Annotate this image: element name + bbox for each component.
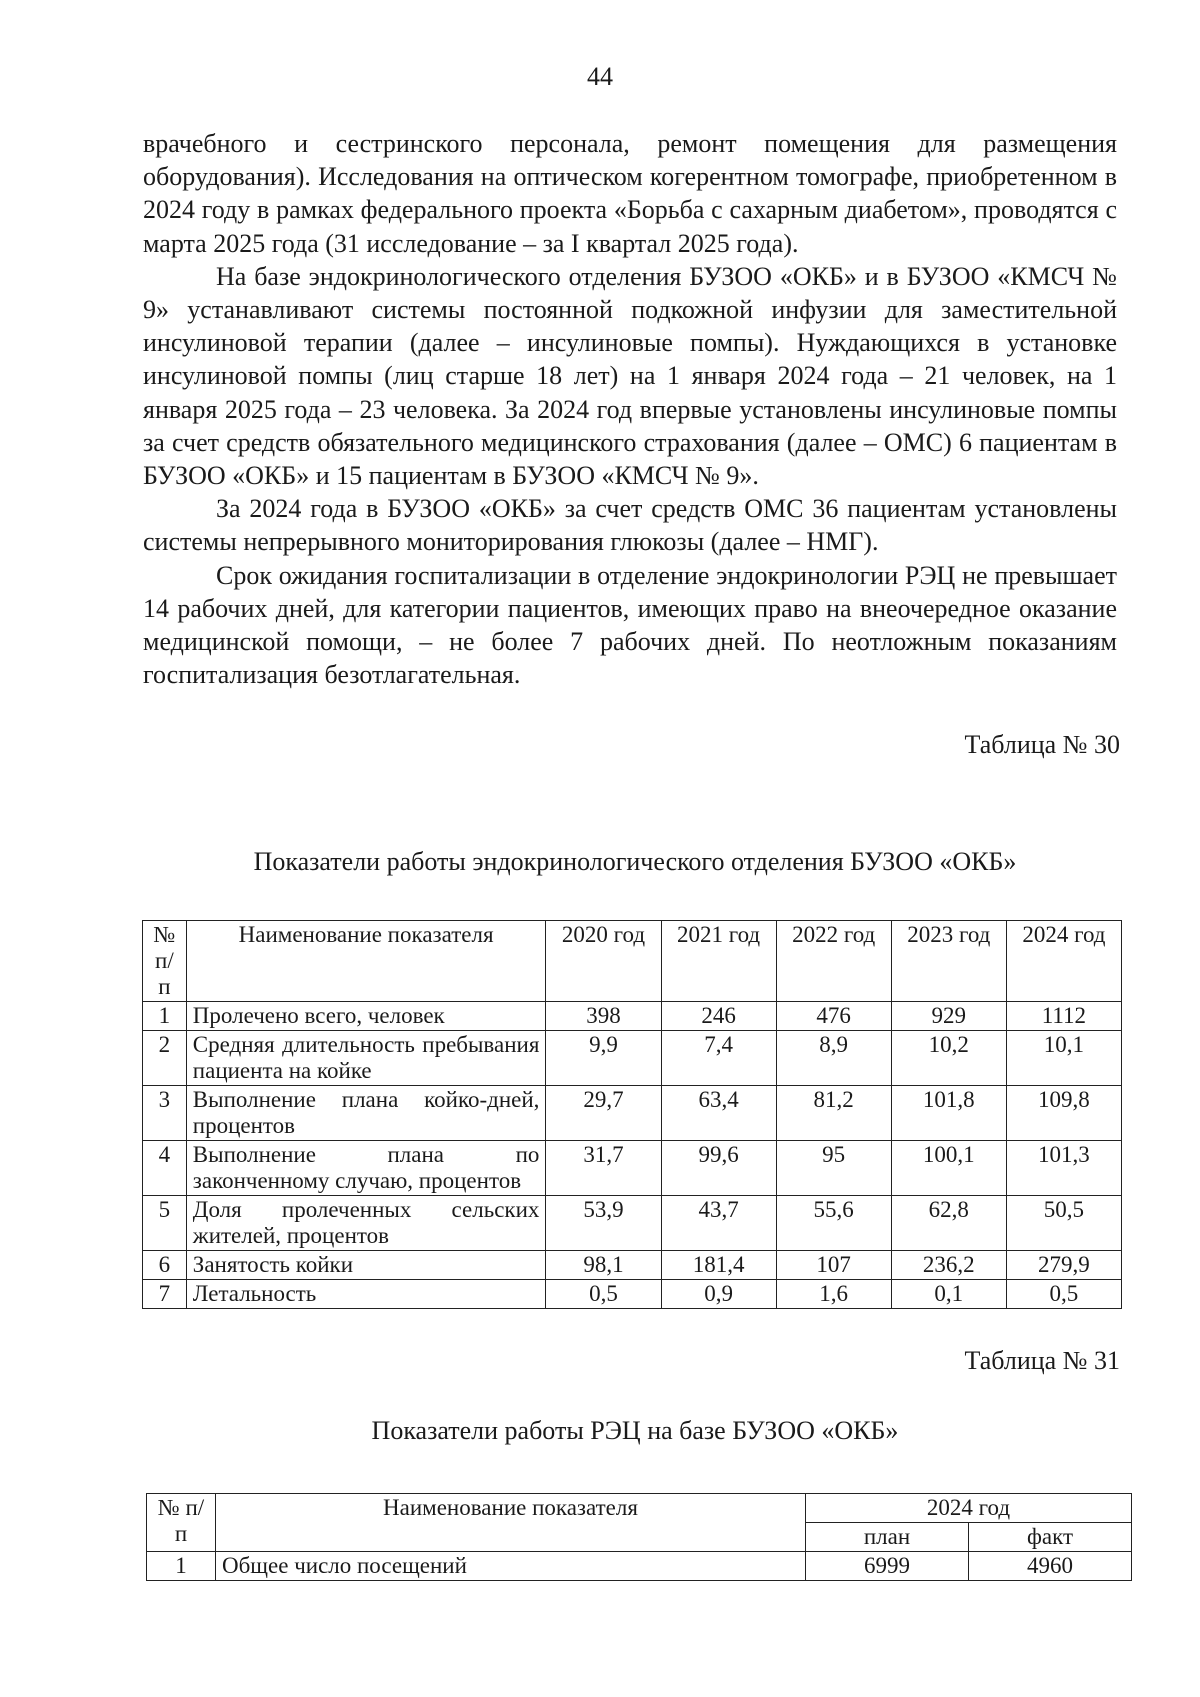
row-value: 50,5 — [1006, 1196, 1121, 1251]
row-num: 1 — [147, 1552, 216, 1581]
row-name: Выполнение плана койко-дней, процентов — [186, 1086, 546, 1141]
row-value: 476 — [776, 1002, 891, 1031]
paragraph-3: За 2024 года в БУЗОО «ОКБ» за счет средств ОМС 36 пациентам установлены системы непрерывного мониторирования глюкозы (далее – НМГ). — [143, 494, 1117, 557]
row-value: 81,2 — [776, 1086, 891, 1141]
paragraph-2: На базе эндокринологического отделения БУЗОО «ОКБ» и в БУЗОО «КМСЧ № 9» устанавливают системы постоянной подкожной инфузии для заместительной инсулиновой терапии (далее – инсулиновые помпы). Нуждающихся в установке инсулиновой помпы (лиц старше 18 лет) на 1 января 2024 года – 21 человек, на 1 января 2025 года – 23 человека. За 2024 год впервые установлены инсулиновые помпы за счет средств обязательного медицинского страхования (далее – ОМС) 6 пациентам в БУЗОО «ОКБ» и 15 пациентам в БУЗОО «КМСЧ № 9». — [143, 261, 1117, 491]
row-num: 4 — [143, 1141, 187, 1196]
header-name: Наименование показателя — [216, 1494, 806, 1552]
row-value: 7,4 — [661, 1031, 776, 1086]
row-value: 929 — [891, 1002, 1006, 1031]
table-row — [143, 1280, 1122, 1309]
row-num: 2 — [143, 1031, 187, 1086]
paragraph-4: Срок ожидания госпитализации в отделение эндокринологии РЭЦ не превышает 14 рабочих дней, для категории пациентов, имеющих право на внеочередное оказание медицинской помощи, – не более 7 рабочих дней. По неотложным показаниям госпитализация безотлагательная. — [143, 560, 1117, 690]
row-value: 107 — [776, 1251, 891, 1280]
table-row — [143, 1196, 1122, 1251]
row-value: 101,3 — [1006, 1141, 1121, 1196]
table-row — [143, 1002, 1122, 1031]
row-value: 0,9 — [661, 1280, 776, 1309]
header-2021: 2021 год — [661, 921, 776, 1002]
row-value: 279,9 — [1006, 1251, 1121, 1280]
row-value: 62,8 — [891, 1196, 1006, 1251]
row-value: 10,2 — [891, 1031, 1006, 1086]
row-value: 109,8 — [1006, 1086, 1121, 1141]
row-value: 246 — [661, 1002, 776, 1031]
row-value: 95 — [776, 1141, 891, 1196]
row-num: 6 — [143, 1251, 187, 1280]
row-value: 0,5 — [546, 1280, 661, 1309]
header-year: 2024 год — [806, 1494, 1132, 1523]
row-fact: 4960 — [969, 1552, 1132, 1581]
row-num: 5 — [143, 1196, 187, 1251]
row-value: 398 — [546, 1002, 661, 1031]
row-name: Занятость койки — [186, 1251, 546, 1280]
row-value: 53,9 — [546, 1196, 661, 1251]
row-name: Летальность — [186, 1280, 546, 1309]
row-num: 3 — [143, 1086, 187, 1141]
row-plan: 6999 — [806, 1552, 969, 1581]
table-31 — [146, 1493, 1132, 1581]
table-row — [143, 1031, 1122, 1086]
table-row — [143, 1141, 1122, 1196]
row-value: 31,7 — [546, 1141, 661, 1196]
row-num: 7 — [143, 1280, 187, 1309]
header-plan: план — [806, 1523, 969, 1552]
header-2024: 2024 год — [1006, 921, 1121, 1002]
row-value: 29,7 — [546, 1086, 661, 1141]
row-value: 1,6 — [776, 1280, 891, 1309]
table-30-caption: Таблица № 30 — [964, 730, 1120, 759]
body-text — [143, 127, 1117, 691]
row-name: Пролечено всего, человек — [186, 1002, 546, 1031]
header-2020: 2020 год — [546, 921, 661, 1002]
row-value: 8,9 — [776, 1031, 891, 1086]
row-value: 236,2 — [891, 1251, 1006, 1280]
header-2023: 2023 год — [891, 921, 1006, 1002]
row-value: 43,7 — [661, 1196, 776, 1251]
row-name: Средняя длительность пребывания пациента на койке — [186, 1031, 546, 1086]
table-row — [143, 1086, 1122, 1141]
table-30-title: Показатели работы эндокринологического отделения БУЗОО «ОКБ» — [253, 847, 1017, 876]
paragraph-1: врачебного и сестринского персонала, ремонт помещения для размещения оборудования). Исследования на оптическом когерентном томографе, приобретенном в 2024 году в рамках федерального проекта «Борьба с сахарным диабетом», проводятся с марта 2025 года (31 исследование – за I квартал 2025 года). — [143, 129, 1117, 258]
row-value: 101,8 — [891, 1086, 1006, 1141]
row-value: 0,1 — [891, 1280, 1006, 1309]
row-name: Общее число посещений — [216, 1552, 806, 1581]
row-value: 181,4 — [661, 1251, 776, 1280]
header-num: № п/п — [143, 921, 187, 1002]
row-name: Выполнение плана по законченному случаю, процентов — [186, 1141, 546, 1196]
row-value: 10,1 — [1006, 1031, 1121, 1086]
header-num: № п/п — [147, 1494, 216, 1552]
table-header-row — [147, 1494, 1132, 1523]
table-31-title: Показатели работы РЭЦ на базе БУЗОО «ОКБ» — [371, 1416, 899, 1445]
row-name: Доля пролеченных сельских жителей, процентов — [186, 1196, 546, 1251]
table-row — [143, 1251, 1122, 1280]
row-value: 99,6 — [661, 1141, 776, 1196]
row-value: 1112 — [1006, 1002, 1121, 1031]
header-name: Наименование показателя — [186, 921, 546, 1002]
table-31-caption: Таблица № 31 — [964, 1346, 1120, 1375]
table-30 — [142, 920, 1122, 1309]
page-number: 44 — [587, 62, 613, 91]
header-fact: факт — [969, 1523, 1132, 1552]
row-value: 98,1 — [546, 1251, 661, 1280]
table-row — [147, 1552, 1132, 1581]
row-value: 9,9 — [546, 1031, 661, 1086]
header-2022: 2022 год — [776, 921, 891, 1002]
row-value: 100,1 — [891, 1141, 1006, 1196]
table-header-row — [143, 921, 1122, 1002]
row-value: 63,4 — [661, 1086, 776, 1141]
row-value: 0,5 — [1006, 1280, 1121, 1309]
row-value: 55,6 — [776, 1196, 891, 1251]
row-num: 1 — [143, 1002, 187, 1031]
